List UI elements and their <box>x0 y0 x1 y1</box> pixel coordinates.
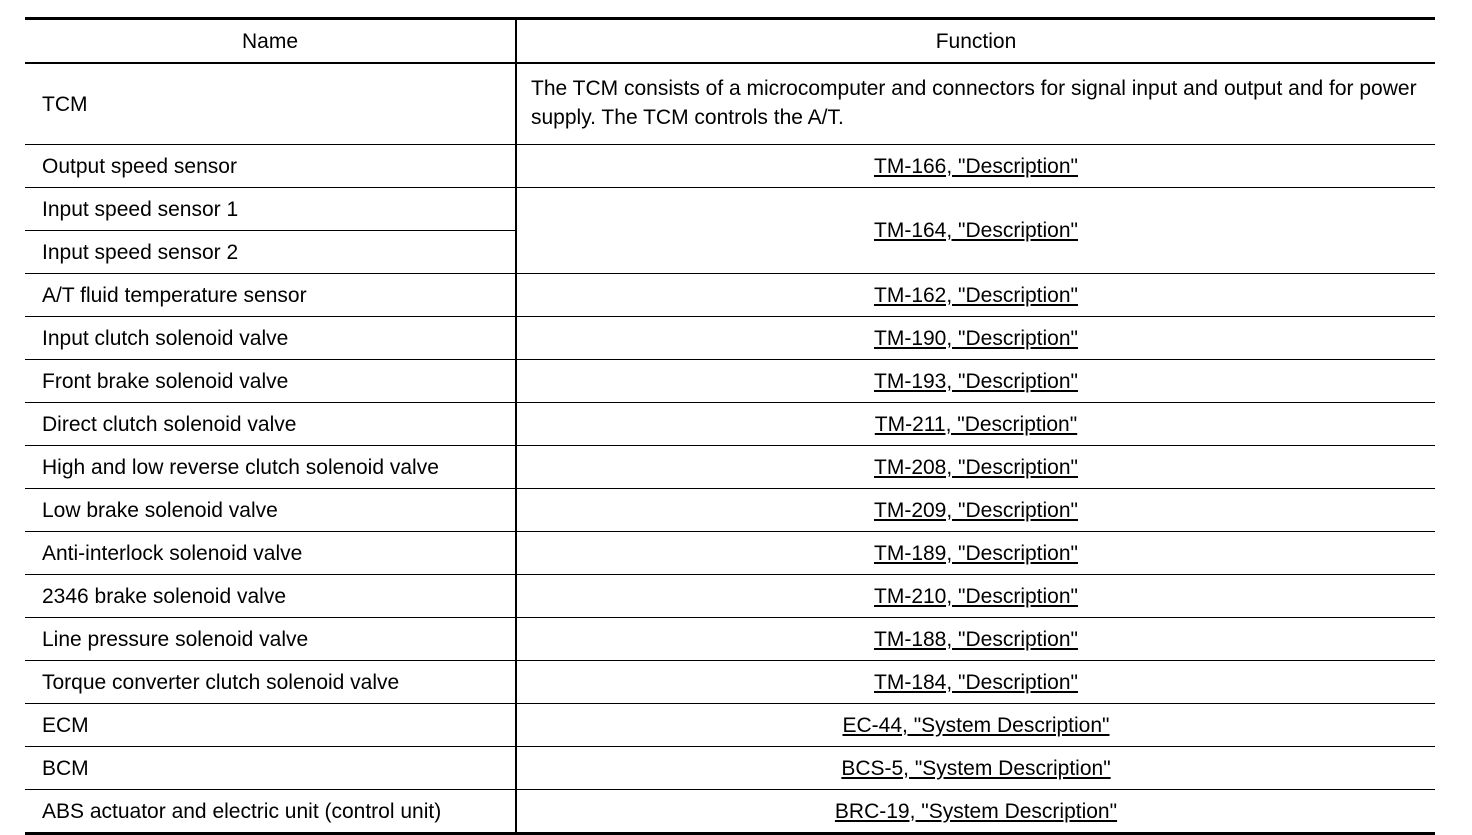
table-row <box>25 618 1435 661</box>
component-name: TCM <box>25 63 516 145</box>
component-name: ECM <box>25 704 516 747</box>
name-column-header: Name <box>25 19 516 64</box>
table-row <box>25 317 1435 360</box>
table-row <box>25 63 1435 145</box>
table-row <box>25 403 1435 446</box>
description-link[interactable]: TM-208, "Description" <box>874 455 1078 479</box>
table-row <box>25 489 1435 532</box>
table-row <box>25 145 1435 188</box>
description-link[interactable]: BCS-5, "System Description" <box>841 756 1111 780</box>
description-link[interactable]: TM-164, "Description" <box>874 219 1078 242</box>
description-link[interactable]: TM-184, "Description" <box>874 670 1078 694</box>
description-link[interactable]: EC-44, "System Description" <box>842 713 1110 737</box>
function-column-header: Function <box>516 19 1435 64</box>
component-name: 2346 brake solenoid valve <box>25 575 516 618</box>
component-name: Input speed sensor 2 <box>25 231 516 274</box>
table-row <box>25 747 1435 790</box>
table-row <box>25 661 1435 704</box>
table-row <box>25 446 1435 489</box>
component-name: Anti-interlock solenoid valve <box>25 532 516 575</box>
component-name: Input speed sensor 1 <box>25 188 516 231</box>
description-link[interactable]: TM-211, "Description" <box>874 412 1078 436</box>
description-link[interactable]: BRC-19, "System Description" <box>834 799 1118 823</box>
component-name: High and low reverse clutch solenoid valve <box>25 446 516 489</box>
description-link[interactable]: TM-189, "Description" <box>874 541 1078 565</box>
component-function-table <box>25 17 1435 835</box>
component-name: BCM <box>25 747 516 790</box>
header-row <box>25 19 1435 64</box>
description-link[interactable]: TM-210, "Description" <box>874 584 1078 608</box>
component-name: A/T fluid temperature sensor <box>25 274 516 317</box>
table-row <box>25 790 1435 834</box>
component-name: Input clutch solenoid valve <box>25 317 516 360</box>
table-row <box>25 575 1435 618</box>
component-name: Low brake solenoid valve <box>25 489 516 532</box>
table-row <box>25 532 1435 575</box>
component-name: Front brake solenoid valve <box>25 360 516 403</box>
component-function-text: The TCM consists of a microcomputer and connectors for signal input and output and for power supply. The TCM controls the A/T. <box>516 63 1435 145</box>
description-link[interactable]: TM-162, "Description" <box>874 283 1078 307</box>
table-row <box>25 274 1435 317</box>
table-row <box>25 360 1435 403</box>
table-row <box>25 188 1435 231</box>
component-name: Output speed sensor <box>25 145 516 188</box>
description-link[interactable]: TM-190, "Description" <box>874 326 1078 350</box>
description-link[interactable]: TM-166, "Description" <box>874 154 1078 178</box>
description-link[interactable]: TM-193, "Description" <box>874 369 1078 393</box>
component-name: Direct clutch solenoid valve <box>25 403 516 446</box>
description-link[interactable]: TM-209, "Description" <box>874 498 1078 522</box>
component-name: Torque converter clutch solenoid valve <box>25 661 516 704</box>
component-name: Line pressure solenoid valve <box>25 618 516 661</box>
table-row <box>25 704 1435 747</box>
description-link[interactable]: TM-188, "Description" <box>874 627 1078 651</box>
component-name: ABS actuator and electric unit (control unit) <box>25 790 516 834</box>
